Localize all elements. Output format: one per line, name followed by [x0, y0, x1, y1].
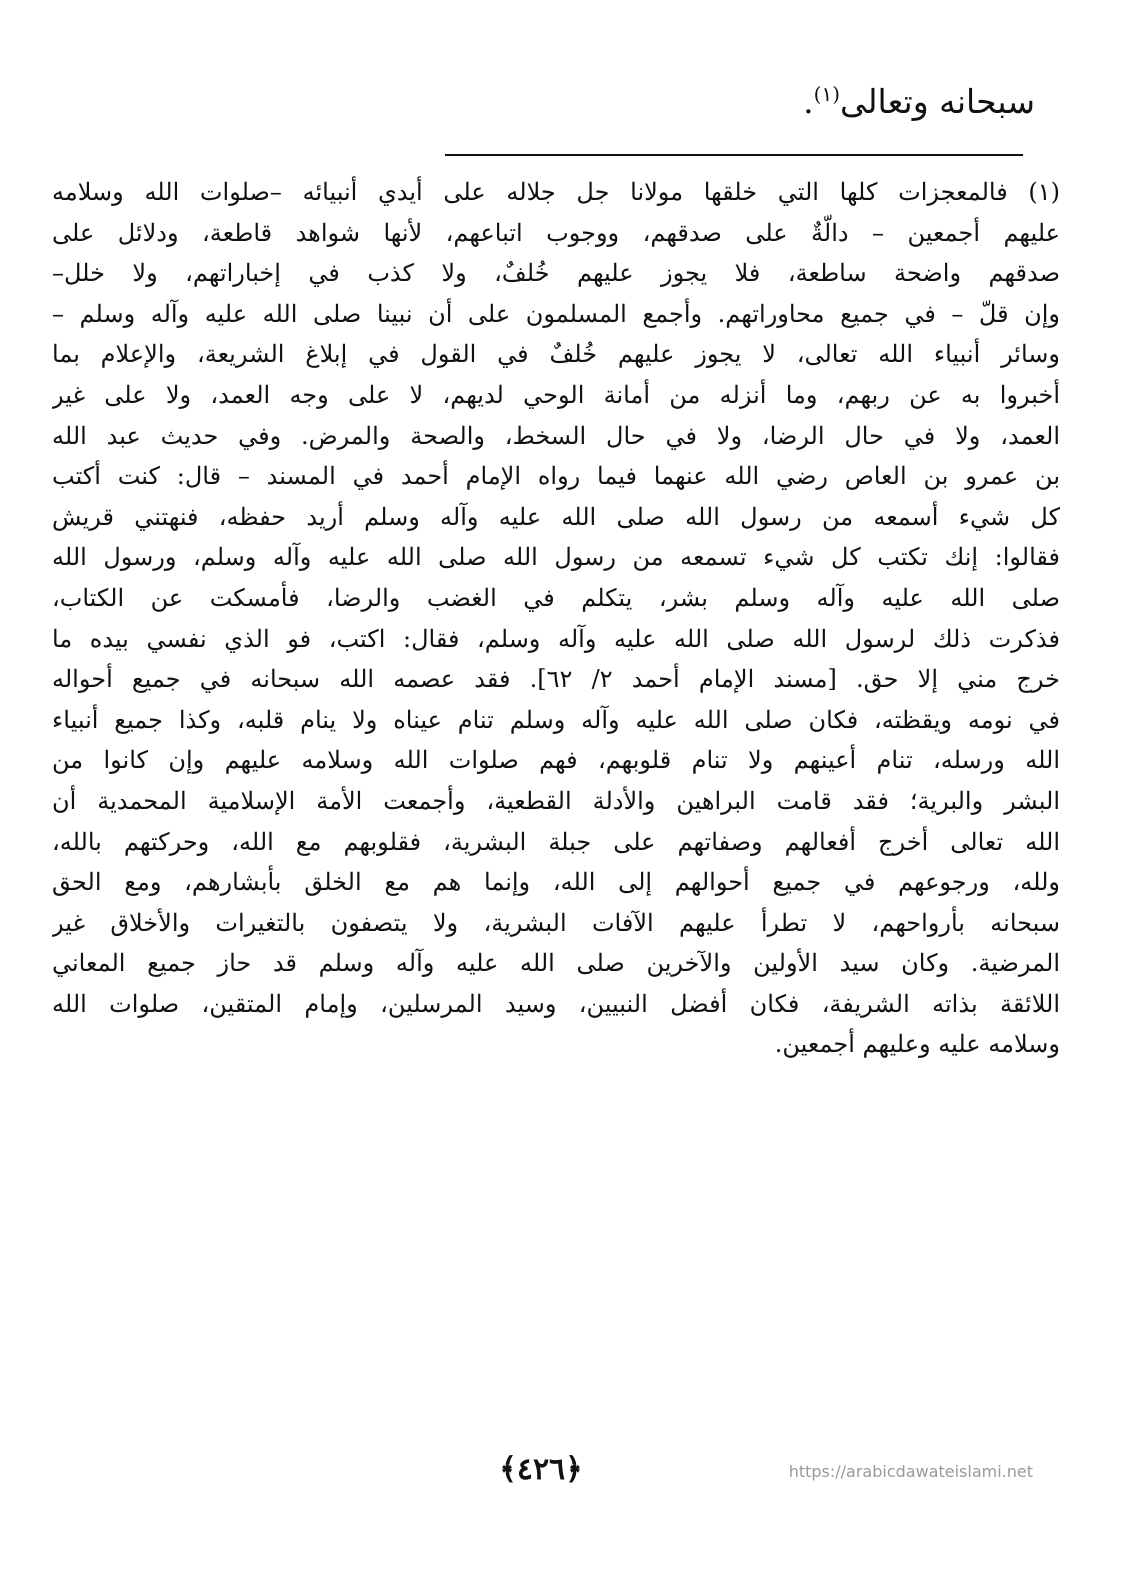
page-number: ﴿٤٢٦﴾ — [499, 1452, 583, 1487]
footnote-line: اللائقة بذاته الشريفة، فكان أفضل النبيين، وسيد المرسلين، وإمام المتقين، صلوات الله — [52, 989, 1060, 1018]
footnote-line: العمد، ولا في حال الرضا، ولا في حال السخط، والصحة والمرض. وفي حديث عبد الله — [52, 421, 1060, 450]
footnote-line: المرضية. وكان سيد الأولين والآخرين صلى الله عليه وآله وسلم قد حاز جميع المعاني — [52, 949, 1060, 978]
footnote-line: فقالوا: إنك تكتب كل شيء تسمعه من رسول الله صلى الله عليه وآله وسلم، ورسول الله — [52, 543, 1060, 572]
footnote-line: وسلامه عليه وعليهم أجمعين. — [774, 1030, 1060, 1059]
footnote-line: (١) فالمعجزات كلها التي خلقها مولانا جل جلاله على أيدي أنبيائه –صلوات الله وسلامه — [52, 178, 1060, 206]
footnote-line: ولله، ورجوعهم في جميع أحوالهم إلى الله، وإنما هم مع الخلق بأبشارهم، ومع الحق — [52, 868, 1060, 897]
main-text-end-punctuation: . — [803, 82, 814, 121]
footnote-line: الله ورسله، تنام أعينهم ولا تنام قلوبهم، فهم صلوات الله وسلامه عليهم وإن كانوا من — [52, 746, 1060, 775]
main-text-line — [635, 78, 1035, 126]
footnote-line: وسائر أنبياء الله تعالى، لا يجوز عليهم خُلفٌ في القول في إبلاغ الشريعة، والإعلام بما — [52, 340, 1060, 369]
footnote-line: سبحانه بأرواحهم، لا تطرأ عليهم الآفات البشرية، ولا يتصفون بالتغيرات والأخلاق غير — [52, 908, 1060, 937]
footnote-line: عليهم أجمعين – دالّةٌ على صدقهم، ووجوب اتباعهم، لأنها شواهد قاطعة، ودلائل على — [52, 218, 1060, 247]
footnote-line: البشر والبرية؛ فقد قامت البراهين والأدلة القطعية، وأجمعت الأمة الإسلامية المحمدية أن — [52, 786, 1060, 815]
footnote-line: بن عمرو بن العاص رضي الله عنهما فيما رواه الإمام أحمد في المسند – قال: كنت أكتب — [52, 462, 1060, 491]
watermark-url: https://arabicdawateislami.net — [788, 1462, 1033, 1481]
footnote-separator-rule — [445, 154, 1023, 156]
footnote-line: صلى الله عليه وآله وسلم بشر، يتكلم في الغضب والرضا، فأمسكت عن الكتاب، — [52, 583, 1060, 612]
footnote-block — [52, 172, 1060, 1065]
footnote-line: الله تعالى أخرج أفعالهم وصفاتهم على جبلة البشرية، فقلوبهم مع الله، وحركتهم بالله، — [52, 827, 1060, 856]
footnote-line: كل شيء أسمعه من رسول الله صلى الله عليه وآله وسلم أريد حفظه، فنهتني قريش — [52, 502, 1060, 531]
main-text: سبحانه وتعالى — [840, 82, 1035, 121]
footnote-reference: (١) — [813, 82, 840, 106]
footnote-line: أخبروا به عن ربهم، وما أنزله من أمانة الوحي لديهم، لا على وجه العمد، ولا على غير — [52, 380, 1060, 409]
footnote-line: في نومه ويقظته، فكان صلى الله عليه وآله وسلم تنام عيناه ولا ينام قلبه، وكذا جميع أنبياء — [52, 705, 1060, 734]
footnote-line: صدقهم واضحة ساطعة، فلا يجوز عليهم خُلفٌ، ولا كذب في إخباراتهم، ولا خلل– — [52, 259, 1060, 288]
footnote-line: خرج مني إلا حق. [مسند الإمام أحمد ٢/ ٦٢]. فقد عصمه الله سبحانه في جميع أحواله — [52, 665, 1060, 694]
footnote-line: فذكرت ذلك لرسول الله صلى الله عليه وآله وسلم، فقال: اكتب، فو الذي نفسي بيده ما — [52, 624, 1060, 653]
footnote-line: وإن قلّ – في جميع محاوراتهم. وأجمع المسلمون على أن نبينا صلى الله عليه وآله وسلم – — [52, 299, 1060, 328]
